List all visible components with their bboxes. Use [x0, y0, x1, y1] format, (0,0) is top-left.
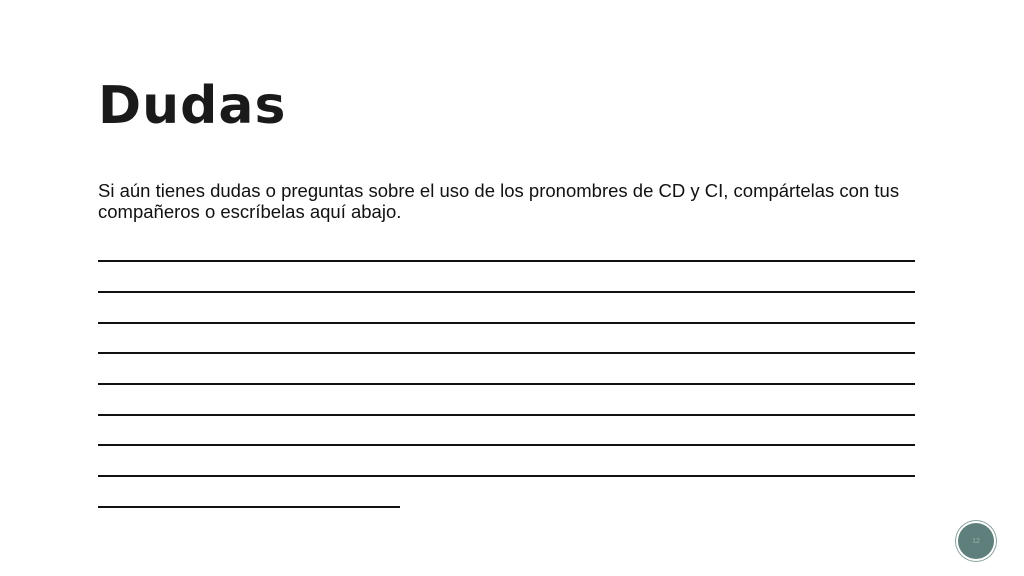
answer-line — [98, 352, 915, 354]
page-number: 12 — [972, 537, 980, 545]
answer-line — [98, 383, 915, 385]
answer-line — [98, 475, 915, 477]
slide-title: Dudas — [98, 76, 287, 136]
slide-body-text: Si aún tienes dudas o preguntas sobre el uso de los pronombres de CD y CI, compártelas con tus compañeros o escríbelas aquí abajo. — [98, 180, 900, 222]
answer-line — [98, 444, 915, 446]
answer-line — [98, 260, 915, 262]
page-number-badge — [958, 523, 994, 559]
answer-line — [98, 291, 915, 293]
answer-line — [98, 322, 915, 324]
answer-line — [98, 414, 915, 416]
answer-line-short — [98, 506, 400, 508]
